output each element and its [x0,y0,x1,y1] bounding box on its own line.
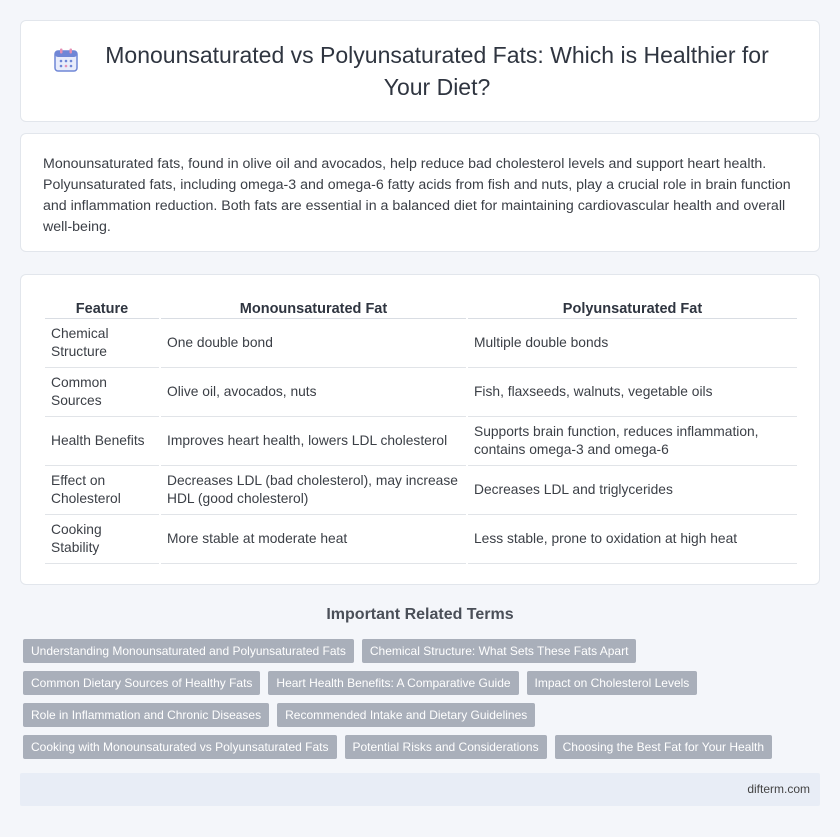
related-term-link[interactable]: Impact on Cholesterol Levels [527,671,698,695]
table-row [45,319,797,368]
related-term-link[interactable]: Potential Risks and Considerations [345,735,547,759]
related-term-link[interactable]: Understanding Monounsaturated and Polyunsaturated Fats [23,639,354,663]
table-row [45,466,797,515]
related-terms-list [23,639,823,767]
header-monounsaturated: Monounsaturated Fat [161,295,466,319]
feature-cell: Chemical Structure [45,319,159,368]
related-term-link[interactable]: Common Dietary Sources of Healthy Fats [23,671,260,695]
related-term-link[interactable]: Cooking with Monounsaturated vs Polyunsaturated Fats [23,735,337,759]
header-feature: Feature [45,295,159,319]
intro-card [20,133,820,252]
related-term-link[interactable]: Recommended Intake and Dietary Guidelines [277,703,535,727]
related-term-link[interactable]: Role in Inflammation and Chronic Diseases [23,703,269,727]
table-row [45,368,797,417]
mono-cell: More stable at moderate heat [161,515,466,564]
comparison-card [20,274,820,585]
feature-cell: Common Sources [45,368,159,417]
tag-row [23,735,823,759]
related-term-link[interactable]: Choosing the Best Fat for Your Health [555,735,772,759]
poly-cell: Less stable, prone to oxidation at high heat [468,515,797,564]
mono-cell: Decreases LDL (bad cholesterol), may increase HDL (good cholesterol) [161,466,466,515]
intro-paragraph: Monounsaturated fats, found in olive oil and avocados, help reduce bad cholesterol levels and support heart health. Polyunsaturated fats, including omega-3 and omega-6 fatty acids from fish and nuts, play a crucial role in brain function and inflammation reduction. Both fats are essential in a balanced diet for maintaining cardiovascular health and overall well-being. [43,156,791,235]
feature-cell: Effect on Cholesterol [45,466,159,515]
feature-cell: Health Benefits [45,417,159,466]
related-term-link[interactable]: Chemical Structure: What Sets These Fats Apart [362,639,637,663]
mono-cell: Olive oil, avocados, nuts [161,368,466,417]
poly-cell: Supports brain function, reduces inflammation, contains omega-3 and omega-6 [468,417,797,466]
related-terms-heading: Important Related Terms [326,606,514,623]
table-header-row [45,295,797,319]
table-row [45,515,797,564]
footer [20,773,820,806]
mono-cell: One double bond [161,319,466,368]
related-term-link[interactable]: Heart Health Benefits: A Comparative Guide [268,671,518,695]
tag-row [23,671,823,695]
mono-cell: Improves heart health, lowers LDL cholesterol [161,417,466,466]
tag-row [23,639,823,663]
feature-cell: Cooking Stability [45,515,159,564]
title-card [20,20,820,122]
table-row [45,417,797,466]
header-polyunsaturated: Polyunsaturated Fat [468,295,797,319]
comparison-table [43,295,799,564]
poly-cell: Decreases LDL and triglycerides [468,466,797,515]
poly-cell: Multiple double bonds [468,319,797,368]
tag-row [23,703,823,727]
page-title: Monounsaturated vs Polyunsaturated Fats: Which is Healthier for Your Diet? [105,42,769,100]
footer-site-link[interactable]: difterm.com [747,782,810,796]
poly-cell: Fish, flaxseeds, walnuts, vegetable oils [468,368,797,417]
